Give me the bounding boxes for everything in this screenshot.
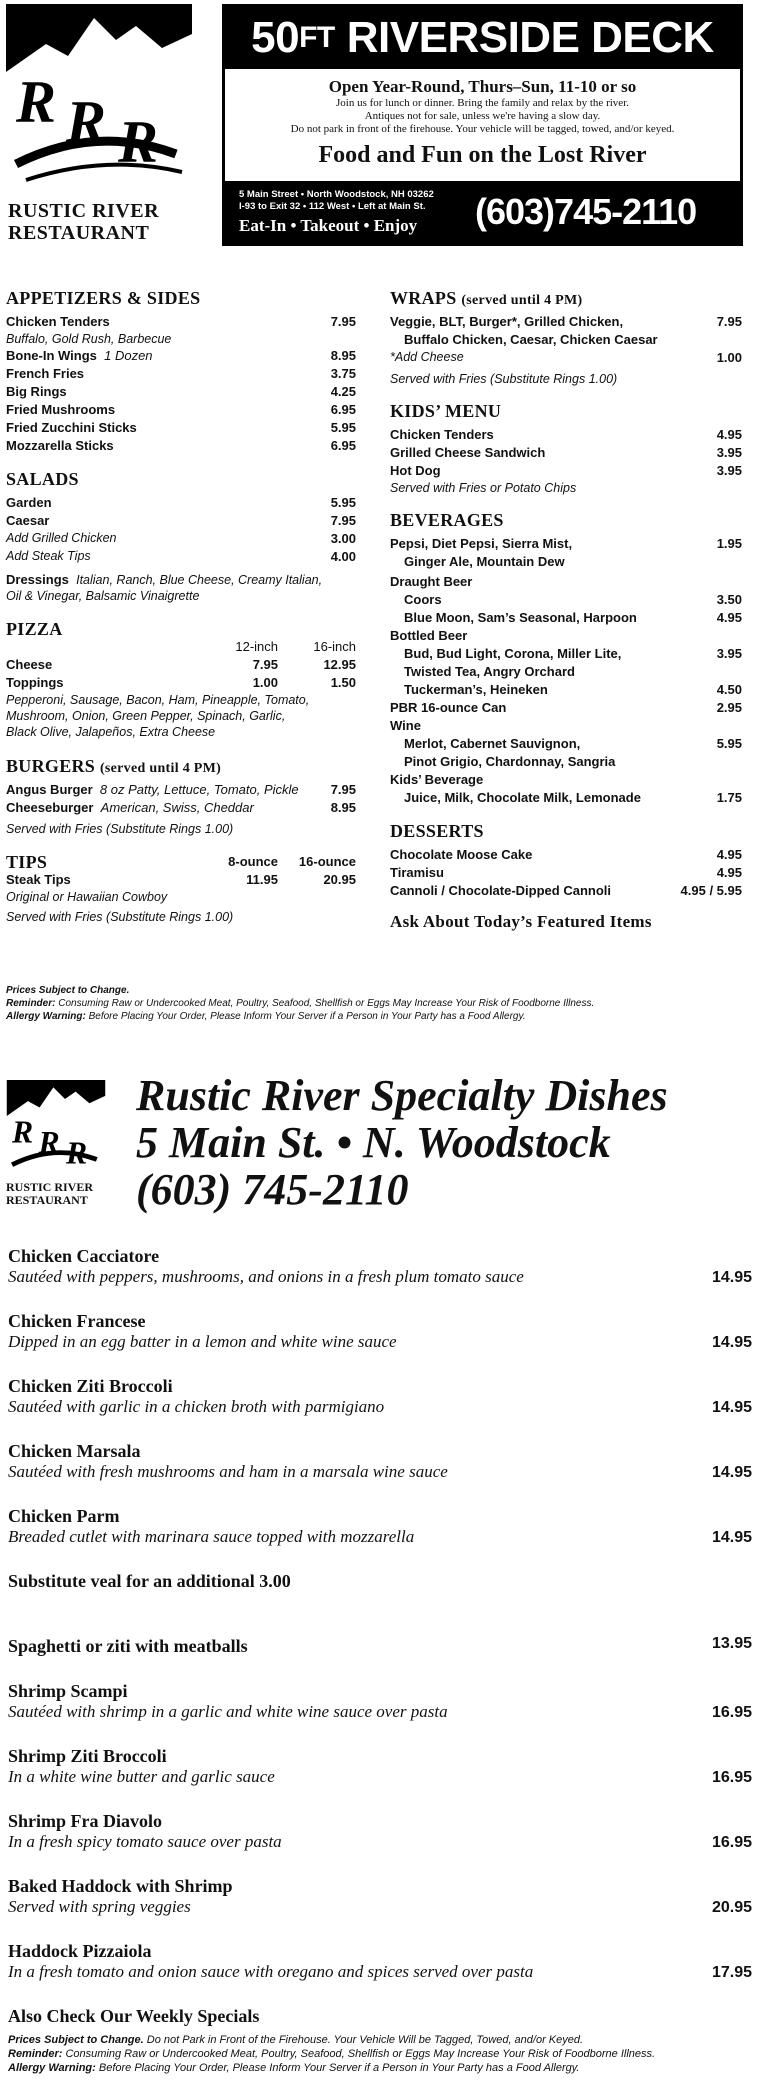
- dish-item: Chicken Cacciatore Sautéed with peppers, mushrooms, and onions in a fresh plum tomato sauce 14.95: [8, 1246, 752, 1286]
- banner-line-1: Join us for lunch or dinner. Bring the family and relax by the river.: [336, 97, 629, 109]
- banner-slogan: Food and Fun on the Lost River: [318, 142, 647, 168]
- item-desc: Mushroom, Onion, Green Pepper, Spinach, Garlic,: [6, 709, 286, 723]
- menu-item: Cheeseburger American, Swiss, Cheddar 8.95: [6, 800, 356, 815]
- beverage-group: Bottled Beer: [390, 628, 468, 643]
- dish-item: Spaghetti or ziti with meatballs 13.95: [8, 1635, 752, 1656]
- dish-item: Baked Haddock with Shrimp Served with spring veggies 20.95: [8, 1876, 752, 1916]
- phone-number: (603)745-2110: [475, 191, 697, 232]
- item-desc: Served with Fries (Substitute Rings 1.00): [6, 910, 234, 924]
- banner-contact-bar: [225, 181, 740, 243]
- beverage-group: Draught Beer: [390, 574, 473, 589]
- menu-item: Steak Tips 11.95 20.95: [6, 872, 356, 887]
- menu-item: Garden 5.95: [6, 495, 356, 510]
- item-desc: Served with Fries or Potato Chips: [390, 481, 577, 495]
- tips-title: TIPS: [6, 852, 48, 872]
- menu-item: Toppings 1.00 1.50: [6, 675, 356, 690]
- desserts-title: DESSERTS: [390, 821, 484, 841]
- menu-item: PBR 16-ounce Can 2.95: [390, 700, 742, 715]
- featured-items-note: Ask About Today’s Featured Items: [390, 912, 652, 931]
- item-desc: Pinot Grigio, Chardonnay, Sangria: [404, 754, 616, 769]
- item-desc: Original or Hawaiian Cowboy: [6, 890, 168, 904]
- banner-title-ft: FT: [299, 21, 335, 54]
- menu-item: Veggie, BLT, Burger*, Grilled Chicken, 7.95: [390, 314, 742, 329]
- specialty-heading: [136, 1072, 668, 1213]
- banner: [222, 4, 743, 246]
- menu-item: Grilled Cheese Sandwich 3.95: [390, 445, 742, 460]
- dish-item: Chicken Ziti Broccoli Sautéed with garlic in a chicken broth with parmigiano 14.95: [8, 1376, 752, 1416]
- dish-item: Shrimp Ziti Broccoli In a white wine butter and garlic sauce 16.95: [8, 1746, 752, 1786]
- menu-item: Add Steak Tips 4.00: [6, 549, 356, 564]
- menu-item: Big Rings 4.25: [6, 384, 356, 399]
- address-line-2: I-93 to Exit 32 • 112 West • Left at Main St.: [239, 200, 426, 212]
- menu-item: Blue Moon, Sam’s Seasonal, Harpoon 4.95: [404, 610, 742, 625]
- dish-item: Shrimp Fra Diavolo In a fresh spicy tomato sauce over pasta 16.95: [8, 1811, 752, 1851]
- beverage-group: Wine: [390, 718, 421, 733]
- menu-item: Tiramisu 4.95: [390, 865, 742, 880]
- item-desc: Pepperoni, Sausage, Bacon, Ham, Pineapple, Tomato,: [6, 693, 310, 707]
- svg-text:R: R: [66, 1135, 88, 1170]
- menu-item: Chicken Tenders 4.95: [390, 427, 742, 442]
- tips-sizes: 8-ounce 16-ounce: [228, 854, 356, 869]
- dish-item: Chicken Marsala Sautéed with fresh mushrooms and ham in a marsala wine sauce 14.95: [8, 1441, 752, 1481]
- appetizers-title: APPETIZERS & SIDES: [6, 288, 201, 308]
- specialty-title: Rustic River Specialty Dishes: [136, 1071, 668, 1120]
- item-desc: Twisted Tea, Angry Orchard: [404, 664, 575, 679]
- item-desc: Black Olive, Jalapeños, Extra Cheese: [6, 725, 216, 739]
- menu-item: Fried Mushrooms 6.95: [6, 402, 356, 417]
- fine-print-1: Prices Subject to Change. Reminder: Consuming Raw or Undercooked Meat, Poultry, Seafood, Shellfish or Eggs May Increase Your Risk of Foodborne Illness. Allergy Warning: Before Placing Your Order, Please Inform Your Server if a Person in Your Party has a Food Allergy.: [6, 985, 595, 1022]
- menu-item: Chocolate Moose Cake 4.95: [390, 847, 742, 862]
- menu-item: Hot Dog 3.95: [390, 463, 742, 478]
- menu-item: Cheese 7.95 12.95: [6, 657, 356, 672]
- banner-title-num: 50: [251, 13, 300, 62]
- specialty-phone: (603) 745-2110: [136, 1165, 409, 1214]
- logo-line-2: RESTAURANT: [8, 222, 150, 244]
- dressings: Dressings Italian, Ranch, Blue Cheese, Creamy Italian, Oil & Vinegar, Balsamic Vinaigrette: [6, 572, 323, 603]
- menu-item: Caesar 7.95: [6, 513, 356, 528]
- logo-line-1: RUSTIC RIVER: [8, 200, 160, 222]
- banner-title: [225, 7, 740, 69]
- svg-text:R: R: [12, 1114, 34, 1150]
- menu-item: Cannoli / Chocolate-Dipped Cannoli 4.95 / 5.95: [390, 883, 742, 898]
- menu-item: Angus Burger 8 oz Patty, Lettuce, Tomato, Pickle 7.95: [6, 782, 356, 797]
- banner-hours: Open Year-Round, Thurs–Sun, 11-10 or so: [328, 77, 637, 96]
- menu-item: French Fries 3.75: [6, 366, 356, 381]
- logo-line-2: RESTAURANT: [6, 1193, 88, 1207]
- svg-text:R: R: [118, 109, 159, 175]
- menu-item: Bone-In Wings 1 Dozen 8.95: [6, 348, 356, 363]
- item-desc: Served with Fries (Substitute Rings 1.00): [6, 822, 234, 836]
- item-desc: Served with Fries (Substitute Rings 1.00): [390, 372, 618, 386]
- logo-line-1: RUSTIC RIVER: [6, 1180, 94, 1194]
- kids-title: KIDS’ MENU: [390, 401, 502, 421]
- banner-line-3: Do not park in front of the firehouse. Your vehicle will be tagged, towed, and/or keyed.: [290, 123, 675, 135]
- weekly-specials-note: Also Check Our Weekly Specials: [8, 2006, 260, 2026]
- banner-title-text: RIVERSIDE DECK: [346, 13, 714, 62]
- menu-item: Tuckerman’s, Heineken 4.50: [404, 682, 742, 697]
- svg-text:R: R: [38, 1125, 60, 1161]
- burgers-title: BURGERS (served until 4 PM): [6, 756, 222, 776]
- item-desc: Ginger Ale, Mountain Dew: [404, 554, 565, 569]
- veal-note: Substitute veal for an additional 3.00: [8, 1571, 291, 1591]
- item-desc: Buffalo Chicken, Caesar, Chicken Caesar: [404, 332, 658, 347]
- dish-item: Chicken Francese Dipped in an egg batter in a lemon and white wine sauce 14.95: [8, 1311, 752, 1351]
- pizza-sizes: 12-inch 16-inch: [235, 639, 356, 654]
- menu-item: Chicken Tenders 7.95: [6, 314, 356, 329]
- menu-item: Mozzarella Sticks 6.95: [6, 438, 356, 453]
- specialty-dish-list: [8, 1246, 752, 2026]
- fine-print-2: Prices Subject to Change. Do not Park in Front of the Firehouse. Your Vehicle Will be Tagged, Towed, and/or Keyed. Reminder: Consuming Raw or Undercooked Meat, Poultry, Seafood, Shellfish or Eggs May Increase Your Risk of Foodborne Illness. Allergy Warning: Before Placing Your Order, Please Inform Your Server if a Person in Your Party has a Food Allergy.: [8, 2034, 656, 2074]
- salads-title: SALADS: [6, 469, 79, 489]
- specialty-address: 5 Main St. • N. Woodstock: [136, 1118, 611, 1167]
- menu-item: Merlot, Cabernet Sauvignon, 5.95: [404, 736, 742, 751]
- dish-item: Chicken Parm Breaded cutlet with marinara sauce topped with mozzarella 14.95: [8, 1506, 752, 1546]
- menu-left-column: [6, 280, 356, 925]
- beverages-title: BEVERAGES: [390, 510, 504, 530]
- beverage-group: Kids’ Beverage: [390, 772, 484, 787]
- menu-item: Pepsi, Diet Pepsi, Sierra Mist, 1.95: [390, 536, 742, 551]
- menu-item: *Add Cheese 1.00: [390, 350, 742, 365]
- menu-item: Bud, Bud Light, Corona, Miller Lite, 3.95: [404, 646, 742, 661]
- menu-right-column: [390, 280, 742, 936]
- eat-in-takeout: Eat-In • Takeout • Enjoy: [239, 215, 418, 235]
- item-desc: Buffalo, Gold Rush, Barbecue: [6, 332, 172, 346]
- svg-text:R: R: [16, 69, 57, 135]
- pizza-title: PIZZA: [6, 619, 63, 639]
- restaurant-logo-small: [6, 1080, 106, 1210]
- wraps-title: WRAPS (served until 4 PM): [390, 288, 583, 308]
- dish-item: Shrimp Scampi Sautéed with shrimp in a garlic and white wine sauce over pasta 16.95: [8, 1681, 752, 1721]
- restaurant-logo: [6, 4, 192, 246]
- dish-item: Haddock Pizzaiola In a fresh tomato and onion sauce with oregano and spices served over pasta 17.95: [8, 1941, 752, 1981]
- address-line-1: 5 Main Street • North Woodstock, NH 03262: [239, 188, 434, 200]
- menu-item: Juice, Milk, Chocolate Milk, Lemonade 1.75: [404, 790, 742, 805]
- svg-text:R: R: [66, 89, 107, 155]
- menu-item: Add Grilled Chicken 3.00: [6, 531, 356, 546]
- rustic-river-logo-graphic: [6, 1080, 106, 1170]
- menu-item: Coors 3.50: [404, 592, 742, 607]
- banner-line-2: Antiques not for sale, unless we're having a slow day.: [364, 110, 601, 122]
- menu-item: Fried Zucchini Sticks 5.95: [6, 420, 356, 435]
